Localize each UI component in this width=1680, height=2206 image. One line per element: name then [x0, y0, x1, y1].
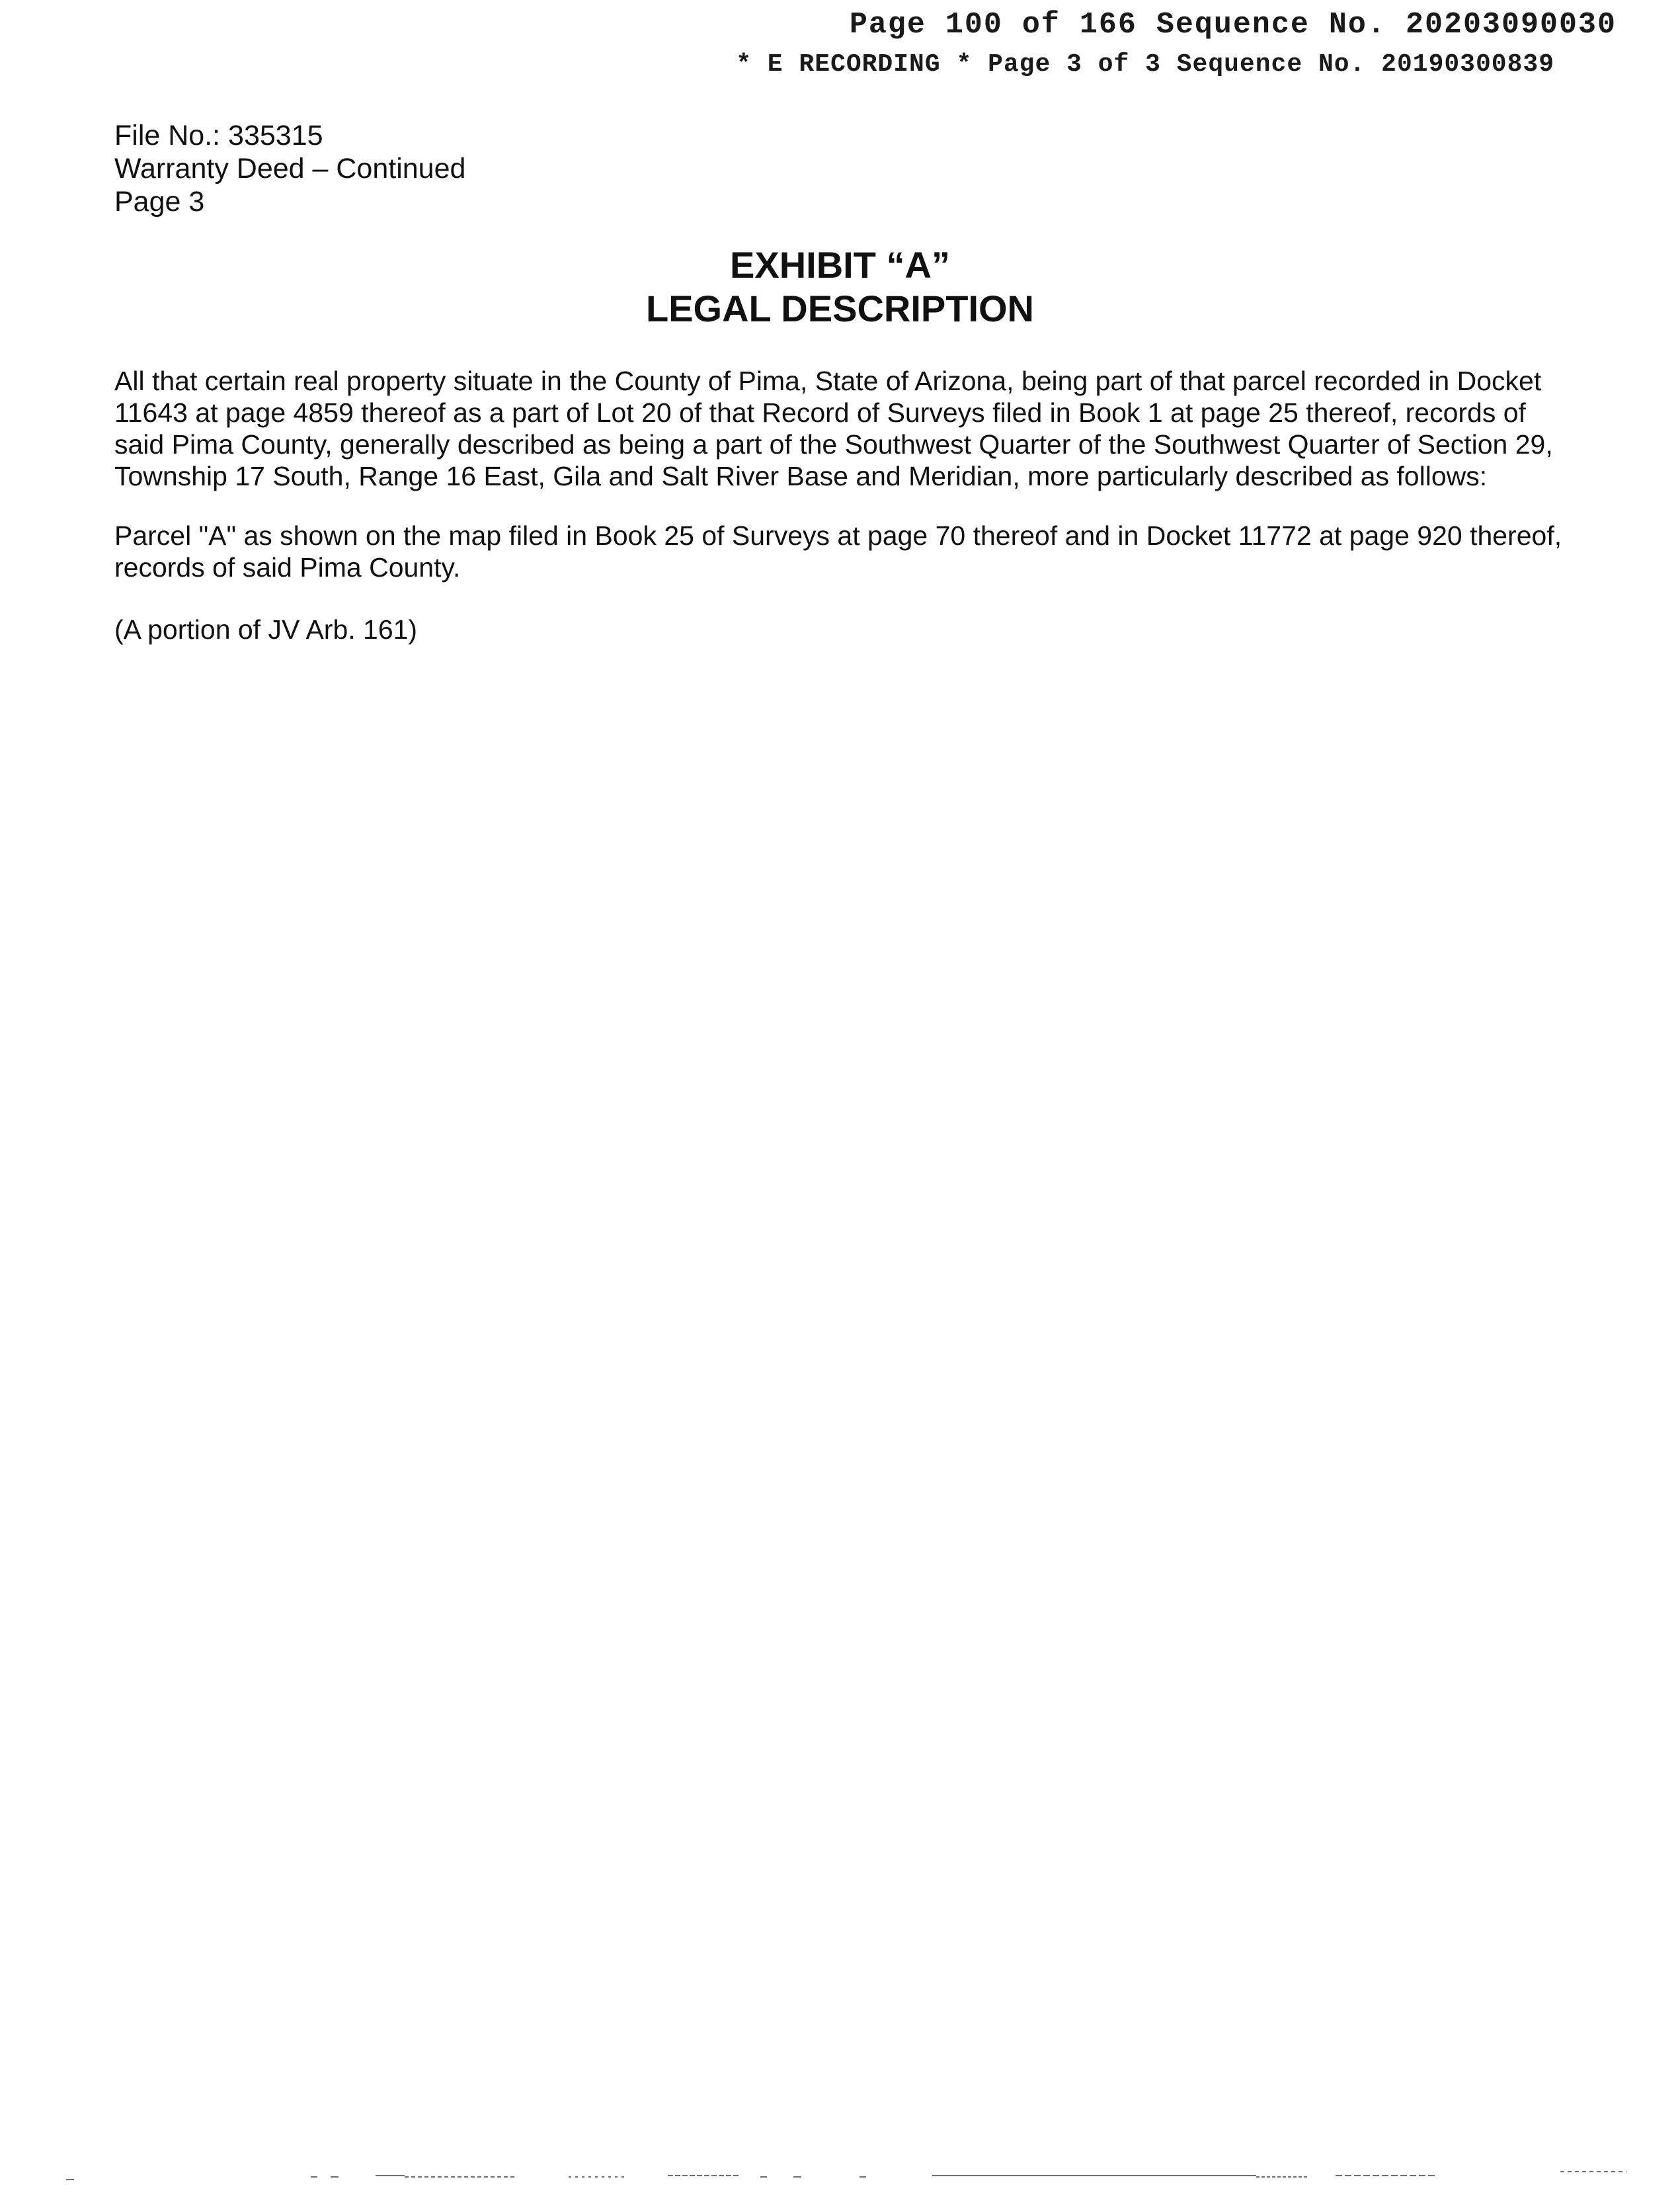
parcel-paragraph: Parcel "A" as shown on the map filed in Book 25 of Surveys at page 70 thereof and in Docket 11772 at page 920 thereof, records of said Pima County. [114, 520, 1562, 583]
recording-stamp-line-1: Page 100 of 166 Sequence No. 20203090030 [849, 8, 1617, 42]
portion-note: (A portion of JV Arb. 161) [114, 614, 418, 645]
recording-stamp-line-2: * E RECORDING * Page 3 of 3 Sequence No. 20190300839 [736, 50, 1554, 79]
document-type: Warranty Deed – Continued [114, 153, 466, 184]
page-number: Page 3 [114, 186, 205, 218]
legal-description-paragraph: All that certain real property situate in the County of Pima, State of Arizona, being part of that parcel recorded in Docket 11643 at page 4859 thereof as a part of Lot 20 of that Record of Surveys filed in Book 1 at page 25 thereof, records of said Pima County, generally described as being a part of the Southwest Quarter of the Southwest Quarter of Section 29, Township 17 South, Range 16 East, Gila and Salt River Base and Meridian, more particularly described as follows: [114, 366, 1553, 491]
exhibit-title: EXHIBIT “A” [730, 244, 950, 286]
document-header [114, 119, 465, 218]
exhibit-heading [0, 243, 1680, 331]
exhibit-subtitle: LEGAL DESCRIPTION [645, 288, 1034, 329]
scan-artifact-marks [0, 2162, 1680, 2189]
file-number: File No.: 335315 [114, 120, 323, 151]
